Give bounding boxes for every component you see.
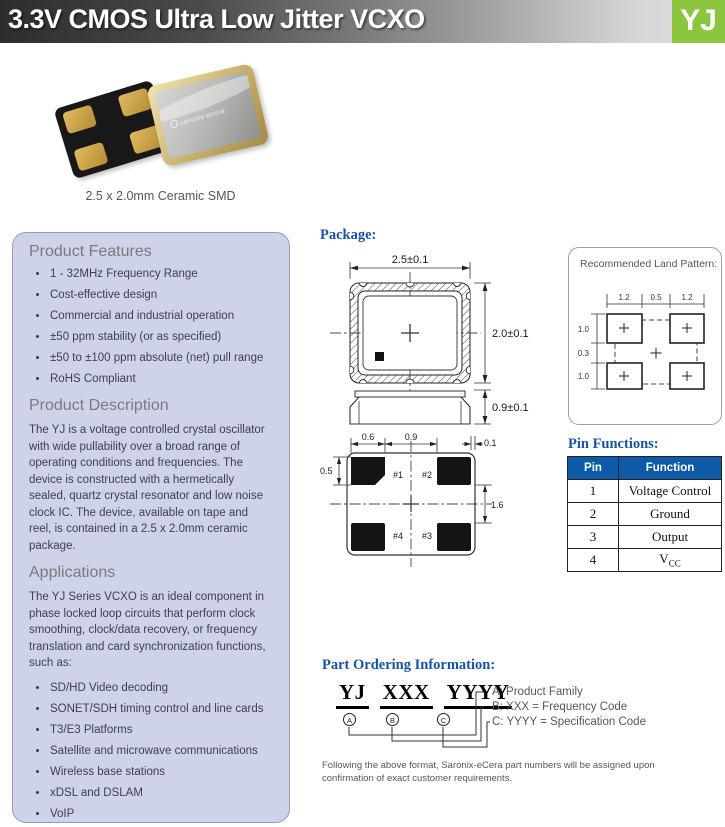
- dim-thickness: 0.9±0.1: [492, 402, 529, 414]
- pin-function: [619, 549, 722, 572]
- dim-pad-height: 0.5: [320, 466, 333, 476]
- pin-number: 3: [568, 526, 619, 549]
- lp-dim-5: 0.3: [577, 349, 589, 358]
- pin-functions-table: [567, 456, 722, 572]
- chip-pad: [62, 104, 97, 134]
- pin-number: 4: [568, 549, 619, 572]
- pad-label-4: #4: [393, 531, 404, 541]
- list-item: • Commercial and industrial operation: [49, 310, 273, 322]
- chip-top-view-photo: [146, 63, 270, 167]
- pin1-mark: [375, 352, 384, 361]
- product-code-badge: YJ: [672, 0, 725, 43]
- saronix-logo-text: saronix-ecera: [179, 107, 226, 128]
- dim-edge-gap: 0.1: [484, 438, 497, 448]
- pad-1: [351, 457, 385, 485]
- list-item: • Cost-effective design: [49, 289, 273, 301]
- package-bottom-view: [320, 432, 504, 567]
- lp-dim-1: 1.2: [618, 293, 630, 302]
- list-item: • ±50 ppm stability (or as specified): [49, 331, 273, 343]
- package-heading: Package:: [320, 227, 377, 243]
- lp-dim-6: 1.0: [577, 372, 589, 381]
- land-pattern-heading: Recommended Land Pattern:: [580, 258, 718, 270]
- description-heading: Product Description: [29, 397, 169, 414]
- dim-row-gap: 1.6: [491, 500, 504, 510]
- col-pin: Pin: [568, 457, 619, 480]
- list-item: • SD/HD Video decoding: [49, 682, 273, 694]
- land-pattern-panel: [568, 247, 722, 425]
- features-list: [29, 268, 273, 385]
- saronix-logo: [169, 106, 226, 130]
- pad-3: [437, 523, 471, 551]
- pad-label-1: #1: [393, 470, 404, 480]
- pad-label-3: #3: [422, 531, 433, 541]
- applications-intro: The YJ Series VCXO is an ideal component in phase locked loop circuits that perform clock smoothing, clock/data recovery, or frequency translation and card synchronization functions, such as:: [29, 591, 266, 669]
- ordering-legend: [492, 685, 646, 730]
- list-item: • Satellite and microwave communications: [49, 745, 273, 757]
- list-item: • Wireless base stations: [49, 766, 273, 778]
- applications-heading: Applications: [29, 564, 116, 581]
- description-text: The YJ is a voltage controlled crystal oscillator with wide pullability over a broad range of operating conditions and frequencies. The device is constructed with a hermetically sealed, quartz crystal resonator and low noise clock IC. The device, available on tape and reel, is contained in a 2.5 x 2.0mm ceramic package.: [29, 424, 265, 552]
- list-item: • T3/E3 Platforms: [49, 724, 273, 736]
- pad-2: [437, 457, 471, 485]
- list-item: • ±50 to ±100 ppm absolute (net) pull range: [49, 352, 273, 364]
- table-row: [568, 549, 722, 572]
- lp-dim-3: 1.2: [681, 293, 693, 302]
- applications-list: [29, 682, 273, 820]
- table-row: [568, 503, 722, 526]
- legend-item-c: C: YYYY = Specification Code: [492, 716, 646, 728]
- lp-dim-4: 1.0: [577, 325, 589, 334]
- pad-label-2: #2: [422, 470, 433, 480]
- list-item: • 1 - 32MHz Frequency Range: [49, 268, 273, 280]
- pin-function: Output: [619, 526, 722, 549]
- legend-item-a: A: Product Family: [492, 686, 583, 698]
- pin-number: 1: [568, 480, 619, 503]
- list-item: • VoIP: [49, 808, 273, 820]
- pin-function: Voltage Control: [619, 480, 722, 503]
- chip-lid: [155, 71, 262, 158]
- code-frequency: XXX: [380, 680, 433, 709]
- list-item: • xDSL and DSLAM: [49, 787, 273, 799]
- pin-function: Ground: [619, 503, 722, 526]
- package-drawing: [318, 248, 553, 580]
- features-heading: Product Features: [29, 243, 152, 260]
- table-row: [568, 480, 722, 503]
- sidebar-panel: [12, 232, 290, 823]
- ordering-heading: Part Ordering Information:: [322, 657, 496, 673]
- pad-4: [351, 523, 385, 551]
- pin-functions-heading: Pin Functions:: [568, 436, 659, 452]
- marker-a: A: [343, 713, 356, 726]
- list-item: • RoHS Compliant: [49, 373, 273, 385]
- photo-caption: 2.5 x 2.0mm Ceramic SMD: [85, 189, 236, 203]
- code-spec: YYYY: [444, 680, 513, 709]
- package-top-view: [330, 254, 529, 400]
- ordering-note: Following the above format, Saronix-eCera part numbers will be assigned upon confirmation of exact customer requirements.: [322, 760, 655, 784]
- dim-pad-width: 0.6: [361, 432, 375, 442]
- table-row: [568, 526, 722, 549]
- vcc-sub: CC: [668, 558, 681, 569]
- marker-b: B: [386, 713, 399, 726]
- lp-dim-2: 0.5: [650, 293, 662, 302]
- list-item: • SONET/SDH timing control and line cards: [49, 703, 273, 715]
- table-header-row: [568, 457, 722, 480]
- page-header: [0, 0, 725, 43]
- land-pattern-drawing: [570, 282, 722, 424]
- dim-width: 2.5±0.1: [391, 254, 429, 266]
- legend-item-b: B: XXX = Frequency Code: [492, 701, 628, 713]
- saronix-logo-icon: [170, 119, 178, 129]
- page-title: 3.3V CMOS Ultra Low Jitter VCXO: [8, 4, 425, 34]
- col-function: Function: [619, 457, 722, 480]
- package-side-view: [350, 390, 529, 424]
- dim-height: 2.0±0.1: [492, 328, 529, 340]
- code-family: YJ: [336, 680, 369, 709]
- vcc-main: V: [659, 551, 669, 567]
- marker-c: C: [437, 713, 450, 726]
- pin-number: 2: [568, 503, 619, 526]
- chip-pad: [73, 142, 108, 172]
- dim-pad-pitch: 0.9: [404, 432, 418, 442]
